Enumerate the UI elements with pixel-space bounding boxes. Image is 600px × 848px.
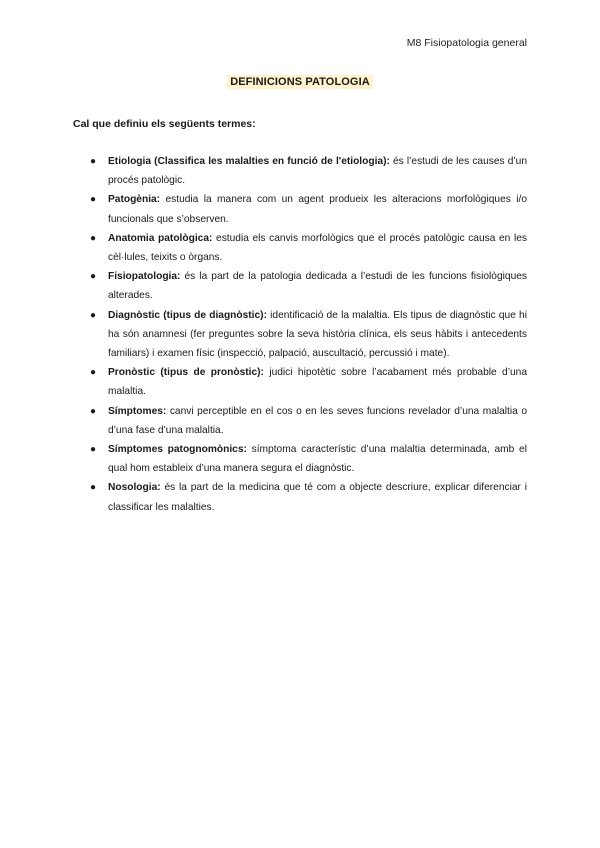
term-name: Símptomes patognomònics: [108,444,247,456]
term-name: Etiologia (Classifica les malalties en funció de l'etiologia): [108,156,390,167]
intro-text: Cal que definiu els següents termes: [73,118,256,130]
bullet-icon: ● [90,271,97,283]
term-definition: judici hipotètic sobre l’acabament més probable d’una malaltia. [108,367,527,398]
term-item-diagnostic [90,306,527,364]
term-name: Anatomia patològica: [108,232,213,244]
term-item-anatomia-patologica [90,229,527,267]
term-item-simptomes-patognomonics [90,440,527,478]
document-title: DEFINICIONS PATOLOGIA [227,75,373,89]
term-definition: estudia els canvis morfològics que el procés patològic causa en les cèl·lules, teixits o òrgans. [108,232,527,264]
term-definition: estudia la manera com un agent produeix les alteracions morfològiques i/o funcionals que s’observen. [108,194,527,225]
term-item-nosologia [90,478,527,516]
term-name: Símptomes: [108,405,167,417]
term-definition: és la part de la patologia dedicada a l’estudi de les funcions fisiològiques alterades. [108,271,527,302]
bullet-icon: ● [90,309,97,321]
term-item-pronostic [90,363,527,401]
term-definition: és l’estudi de les causes d’un procés patològic. [108,156,527,187]
term-item-patogenia [90,190,527,228]
term-definition: canvi perceptible en el cos o en les seves funcions revelador d’una malaltia o d’una fase d’una malaltia. [108,405,527,436]
bullet-icon: ● [90,444,97,456]
term-name: Nosologia: [108,482,161,494]
term-definition: és la part de la medicina que té com a objecte descriure, explicar diferenciar i classificar les malalties. [108,482,527,513]
title-container [0,72,600,90]
term-definition: identificació de la malaltia. Els tipus de diagnòstic que hi ha són anamnesi (fer preguntes sobre la seva història clínica, els seus hàbits i antecedents familiars) i examen físic (inspecció, palpació, auscultació, percussió i mate). [108,309,527,360]
bullet-icon: ● [90,156,97,167]
course-header: M8 Fisiopatologia general [406,37,527,49]
term-name: Fisiopatologia: [108,271,181,283]
bullet-icon: ● [90,367,97,379]
term-item-fisiopatologia [90,267,527,305]
term-name: Diagnòstic (tipus de diagnòstic): [108,309,267,321]
term-name: Pronòstic (tipus de pronòstic): [108,367,264,379]
term-item-simptomes [90,402,527,440]
term-name: Patogènia: [108,194,161,206]
term-item-etiologia [90,152,527,190]
bullet-icon: ● [90,232,97,244]
terms-list [90,152,527,517]
term-definition: símptoma característic d’una malaltia determinada, amb el qual hom estableix d’una manera segura el diagnòstic. [108,444,527,475]
bullet-icon: ● [90,405,97,417]
bullet-icon: ● [90,482,97,494]
bullet-icon: ● [90,194,97,206]
